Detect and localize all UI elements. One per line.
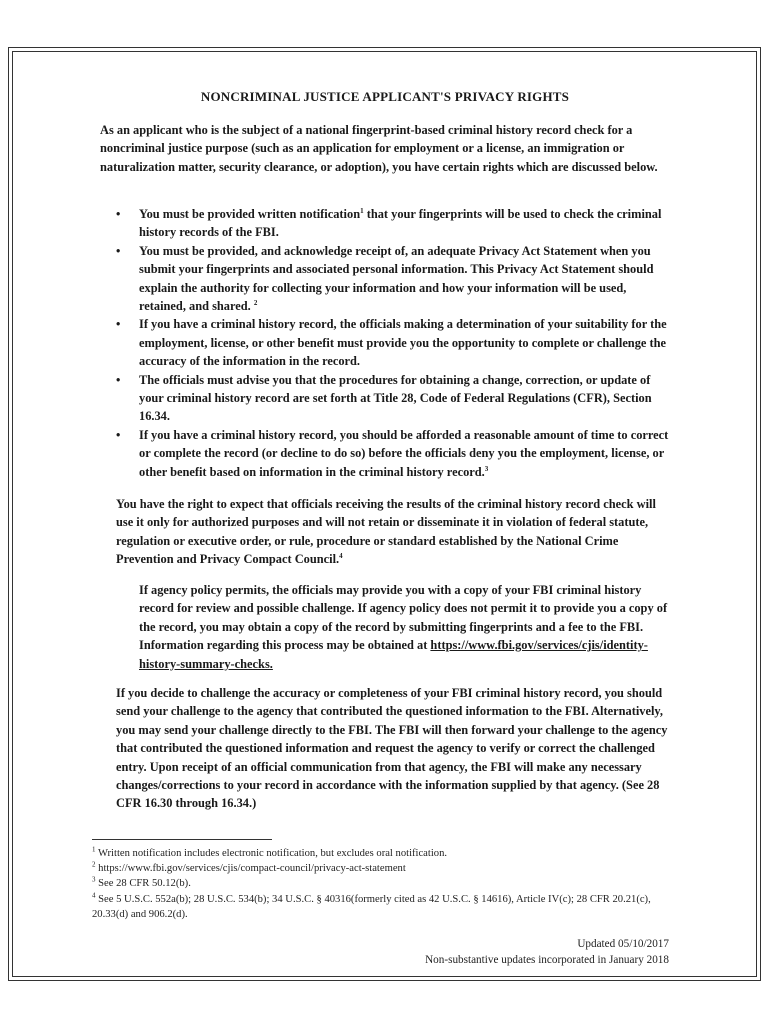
footnote: $^4$ See 5 U.S.C. 552a(b); 28 U.S.C. 534(b); 34 U.S.C. § 40316(formerly cited as 42 U.S.C. § 14616), Article IV(c); 28 CFR 20.21(c), 20.33(d) and 906.2(d). xyxy=(92,891,651,920)
intro-paragraph: As an applicant who is the subject of a national fingerprint-based criminal history record check for a noncriminal justice purpose (such as an application for employment or a license, an immigration or naturalization matter, security clearance, or adoption), you have certain rights which are discussed below. xyxy=(100,123,658,174)
footnote-ref: 4 xyxy=(339,552,343,561)
updated-date: Updated 05/10/2017 xyxy=(577,938,669,950)
bullet-icon: • xyxy=(116,207,121,221)
bullet-icon: • xyxy=(116,243,121,258)
footnote: $^1$ Written notification includes electronic notification, but excludes oral notification. xyxy=(92,845,448,859)
updated-note: Non-substantive updates incorporated in January 2018 xyxy=(425,953,669,966)
update-notice xyxy=(425,937,669,968)
bullet-icon: • xyxy=(116,372,121,387)
list-item: • You must be provided written notification$^1$ that your fingerprints will be used to check the criminal history records of the FBI. xyxy=(116,206,662,240)
footnote-divider xyxy=(92,839,272,840)
list-item: • You must be provided, and acknowledge receipt of, an adequate Privacy Act Statement when you submit your fingerprints and associated personal information. This Privacy Act Statement should explain the authority for collecting your information and how your information will be used, retained, and shared. $^2$ xyxy=(116,243,654,314)
policy-paragraph: If agency policy permits, the officials may provide you with a copy of your FBI criminal history record for review and possible challenge. If agency policy does not permit it to provide you a copy of the record, you may obtain a copy of the record by submitting fingerprints and a fee to the FBI. Information regarding this process may be obtained at https://www.fbi.gov/services/cjis/identity-history-summary-checks. xyxy=(139,583,668,671)
bullet-icon: • xyxy=(116,427,121,442)
footnote-ref: 3 xyxy=(484,464,489,473)
challenge-paragraph: If you decide to challenge the accuracy or completeness of your FBI criminal history record, you should send your challenge to the agency that contributed the questioned information to the FBI. Alternatively, you may send your challenge directly to the FBI. The FBI will then forward your challenge to the agency that contributed the questioned information and request the agency to verify or correct the challenged entry. Upon receipt of an official communication from that agency, the FBI will make any necessary changes/corrections to your record in accordance with the information supplied by that agency. (See 28 CFR 16.30 through 16.34.) xyxy=(116,686,668,811)
list-item: • If you have a criminal history record, you should be afforded a reasonable amount of time to correct or complete the record (or decline to do so) before the officials deny you the employment, license, or other benefit based on information in the criminal history record.$^3$ xyxy=(116,427,669,479)
footnote-ref: 2 xyxy=(253,298,258,307)
footnote: $^2$ https://www.fbi.gov/services/cjis/compact-council/privacy-act-statement xyxy=(92,860,406,875)
list-item: • The officials must advise you that the procedures for obtaining a change, correction, or update of your criminal history record are set forth at Title 28, Code of Federal Regulations (CFR), Section 16.34. xyxy=(116,372,652,424)
bullet-icon: • xyxy=(116,317,121,332)
footnote: $^3$ See 28 CFR 50.12(b). xyxy=(92,875,191,890)
document-title: NONCRIMINAL JUSTICE APPLICANT'S PRIVACY RIGHTS xyxy=(200,89,570,104)
rights-list xyxy=(116,205,676,481)
list-item: • If you have a criminal history record, the officials making a determination of your suitability for the employment, license, or other benefit must provide you the opportunity to complete or challenge the accuracy of the information in the record. xyxy=(116,317,667,369)
footnotes xyxy=(92,846,682,922)
footnote-ref: 1 xyxy=(360,206,364,215)
identity-history-link[interactable]: https://www.fbi.gov/services/cjis/identity-history-summary-checks. xyxy=(139,638,648,671)
rights-paragraph: You have the right to expect that officials receiving the results of the criminal history record check will use it only for authorized purposes and will not retain or disseminate it in violation of federal statute, regulation or executive order, or rule, procedure or standard established by the National Crime Prevention and Privacy Compact Council.$^4$ xyxy=(116,497,656,567)
